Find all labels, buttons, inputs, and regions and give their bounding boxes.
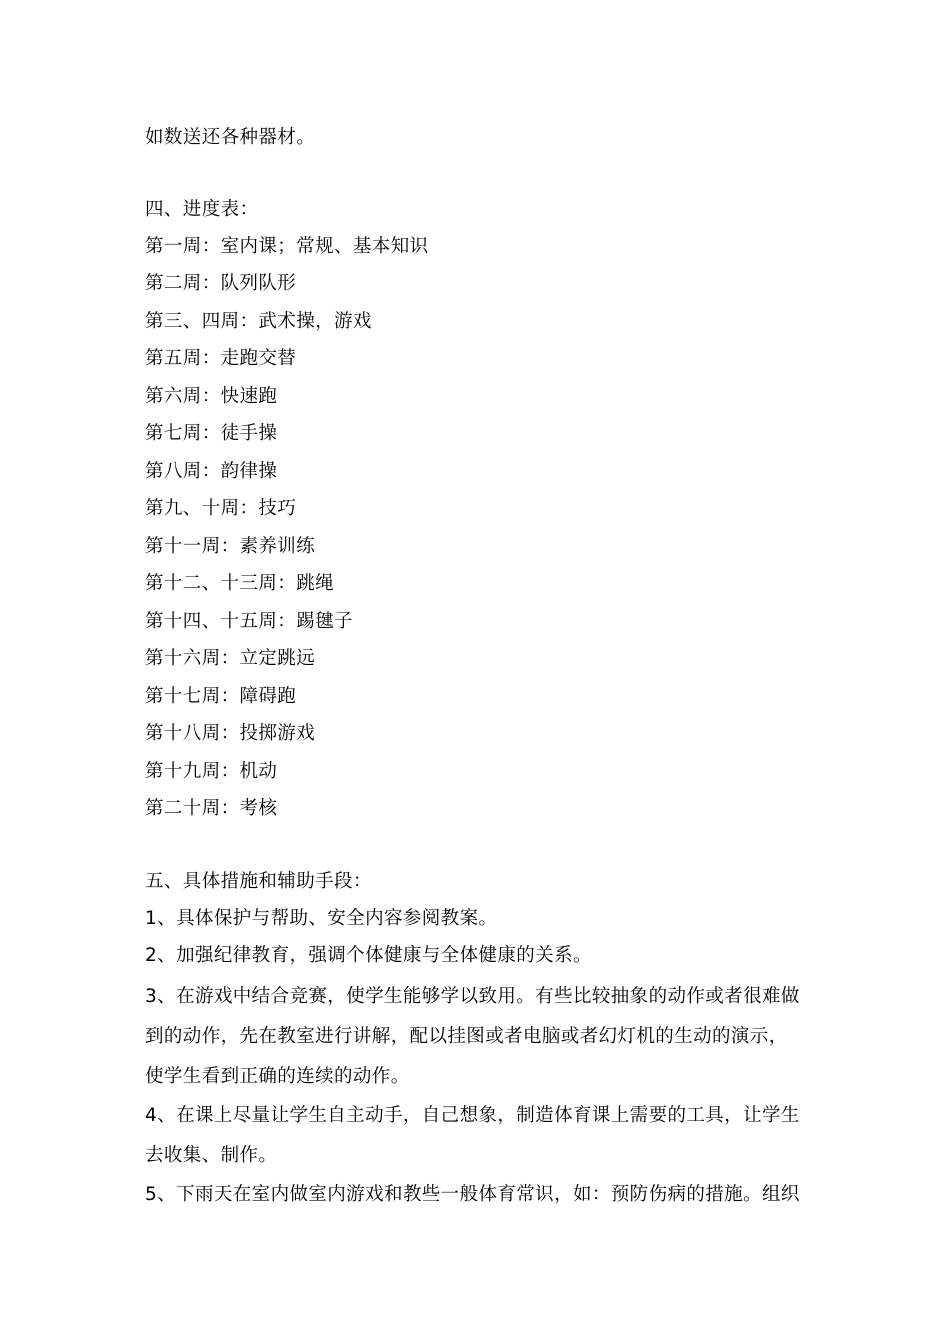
measures-heading: 五、具体措施和辅助手段： [145,871,372,892]
schedule-item: 第三、四周：武术操，游戏 [145,311,372,332]
schedule-item: 第十七周：障碍跑 [145,686,297,707]
intro-fragment: 如数送还各种器材。 [145,127,316,148]
schedule-item: 第十四、十五周：踢毽子 [145,611,353,632]
schedule-item: 第二周：队列队形 [145,273,297,294]
measure-line: 1、具体保护与帮助、安全内容参阅教案。 [145,908,498,929]
measure-line: 2、加强纪律教育，强调个体健康与全体健康的关系。 [145,945,592,966]
schedule-item: 第十八周：投掷游戏 [145,723,316,744]
measure-line: 使学生看到正确的连续的动作。 [145,1066,410,1087]
schedule-item: 第九、十周：技巧 [145,498,297,519]
schedule-item: 第一周：室内课；常规、基本知识 [145,236,429,257]
schedule-item: 第二十周：考核 [145,798,278,819]
schedule-item: 第八周：韵律操 [145,461,278,482]
measure-line: 3、在游戏中结合竞赛，使学生能够学以致用。有些比较抽象的动作或者很难做 [145,986,800,1007]
measure-line: 5、下雨天在室内做室内游戏和教些一般体育常识，如：预防伤病的措施。组织 [145,1184,800,1205]
schedule-item: 第十六周：立定跳远 [145,648,316,669]
schedule-item: 第十一周：素养训练 [145,536,316,557]
schedule-item: 第五周：走跑交替 [145,348,297,369]
schedule-item: 第十二、十三周：跳绳 [145,573,335,594]
measure-line: 到的动作，先在教室进行讲解，配以挂图或者电脑或者幻灯机的生动的演示， [145,1026,788,1047]
measure-line: 4、在课上尽量让学生自主动手，自己想象，制造体育课上需要的工具，让学生 [145,1105,800,1126]
schedule-heading: 四、进度表： [145,199,259,220]
schedule-item: 第七周：徒手操 [145,423,278,444]
schedule-item: 第十九周：机动 [145,761,278,782]
schedule-item: 第六周：快速跑 [145,386,278,407]
measure-line: 去收集、制作。 [145,1145,278,1166]
